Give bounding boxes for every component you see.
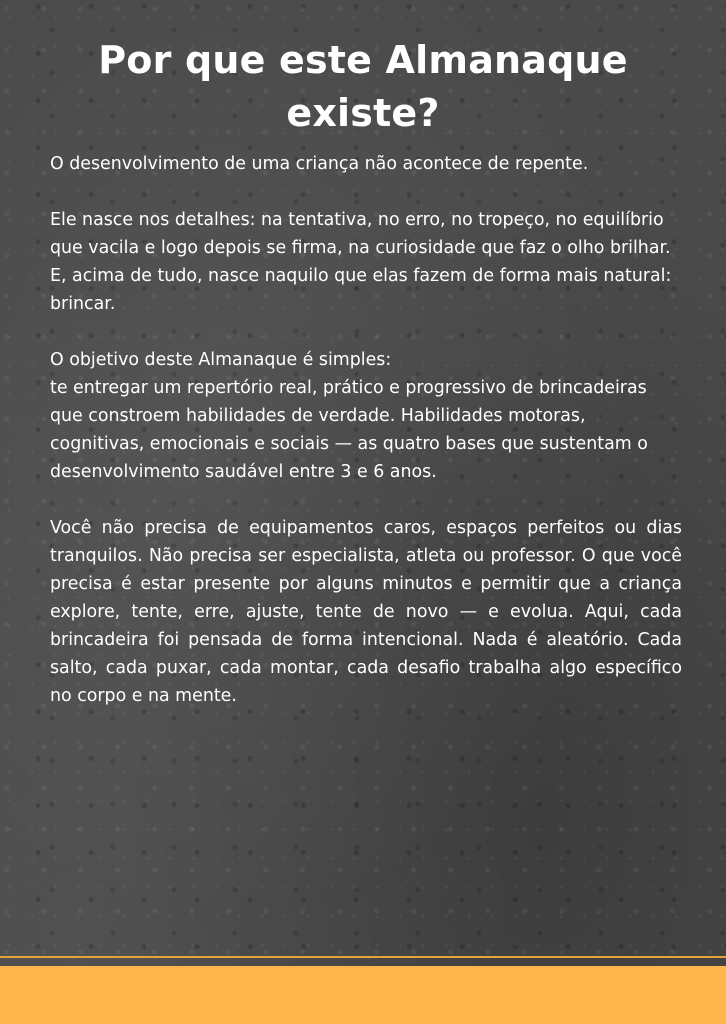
footer-band	[0, 966, 726, 1024]
paragraph-requirements: Você não precisa de equipamentos caros, espaços perfeitos ou dias tranquilos. Não precisa ser especialista, atleta ou professor. O que você precisa é estar presente por alguns minutos e permitir que a criança explore, tente, erre, ajuste, tente de novo — e evolua. Aqui, cada brincadeira foi pensada de forma intencional. Nada é aleatório. Cada salto, cada puxar, cada montar, cada desafio trabalha algo específico no corpo e na mente.	[50, 518, 682, 706]
body-text	[50, 150, 682, 738]
page-title: Por que este Almanaque existe?	[98, 38, 628, 135]
objective-body: te entregar um repertório real, prático e progressivo de brincadeiras que constroem habilidades de verdade. Habilidades motoras, cognitivas, emocionais e sociais — as quatro bases que sustentam o desenvolvimento saudável entre 3 e 6 anos.	[50, 378, 648, 482]
paragraph-objective	[50, 346, 682, 486]
paragraph-intro: O desenvolvimento de uma criança não acontece de repente.	[50, 154, 589, 174]
paragraph-details: Ele nasce nos detalhes: na tentativa, no erro, no tropeço, no equilíbrio que vacila e logo depois se firma, na curiosidade que faz o olho brilhar. E, acima de tudo, nasce naquilo que elas fazem de forma mais natural: brincar.	[50, 210, 672, 314]
objective-lead: O objetivo deste Almanaque é simples:	[50, 350, 392, 370]
footer-divider	[0, 956, 726, 958]
